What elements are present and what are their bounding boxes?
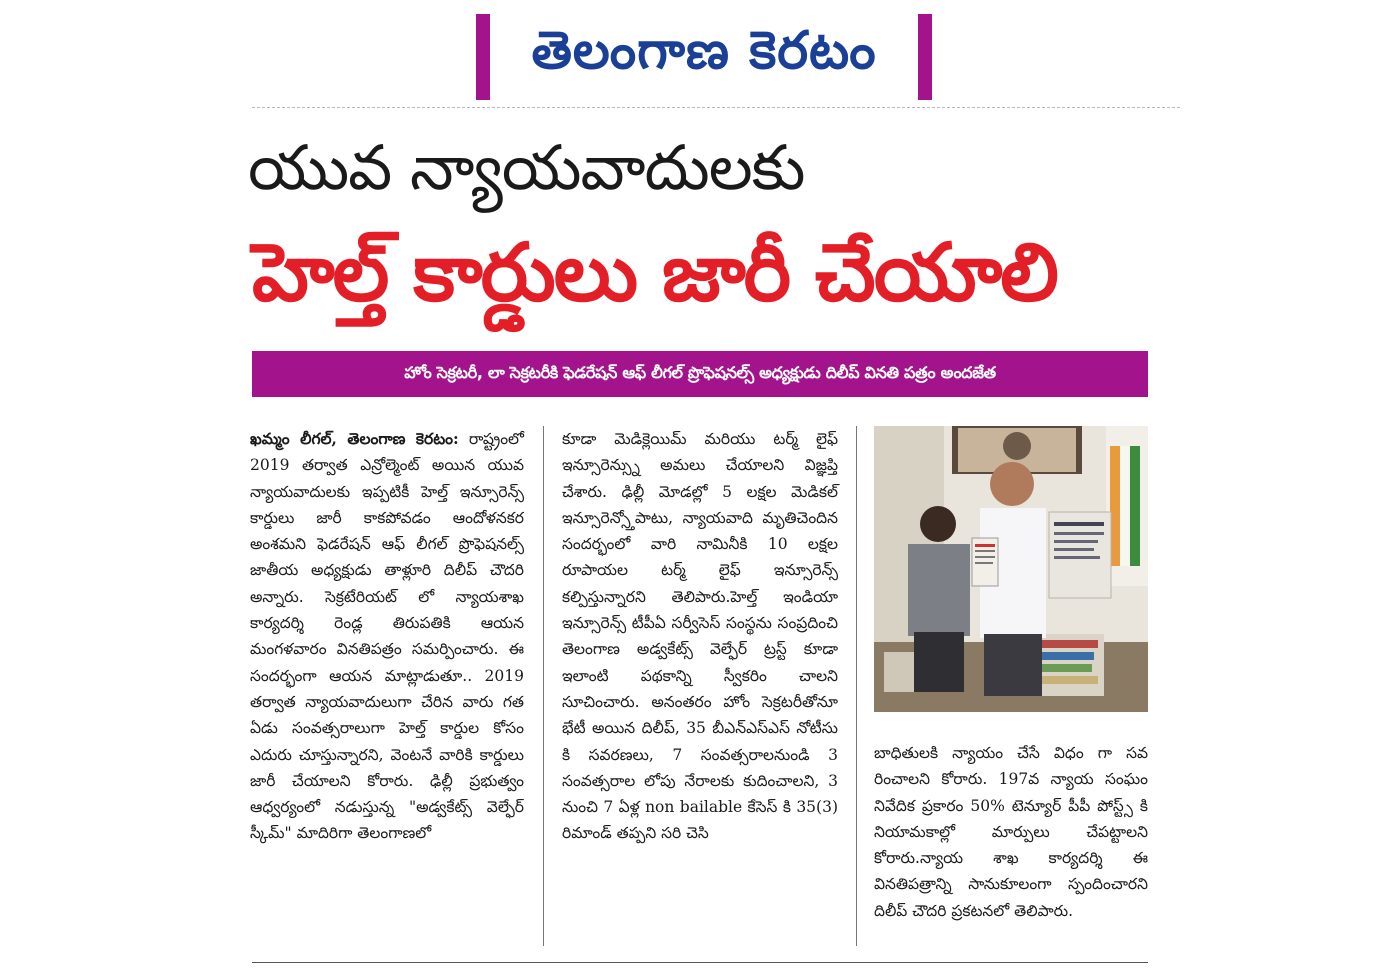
masthead-right-bar (918, 14, 932, 100)
masthead (476, 14, 932, 100)
column-1-text: రాష్ట్రంలో 2019 తర్వాత ఎన్రోల్మెంట్ అయిన యువ న్యాయవాదులకు ఇప్పటికీ హెల్త్ ఇన్సూరెన్స్ కార్డులు జారీ కాకపోవడం ఆందోళనకర అంశమని ఫెడరేషన్ ఆఫ్ లీగల్ ప్రొఫెషనల్స్ జాతీయ అధ్యక్షుడు తాళ్లూరి దిలీప్ చౌదరి అన్నారు. సెక్రటేరియట్ లో న్యాయశాఖ కార్యదర్శి రెండ్ల తిరుపతికి ఆయన మంగళవారం వినతిపత్రం సమర్పించారు. ఈ సందర్భంగా ఆయన మాట్లాడుతూ.. 2019 తర్వాత న్యాయవాదులుగా చేరిన వారు గత ఏడు సంవత్సరాలుగా హెల్త్ కార్డుల కోసం ఎదురు చూస్తున్నారని, వెంటనే వారికి కార్డులు జారీ చేయాలని కోరారు. ఢిల్లీ ప్రభుత్వం ఆధ్వర్యంలో నడుస్తున్న "అడ్వకేట్స్ వెల్ఫేర్ స్కీమ్" మాదిరిగా తెలంగాణలో (250, 430, 525, 843)
headline-line-1: యువ న్యాయవాదులకు (248, 131, 805, 204)
top-divider (252, 107, 1180, 108)
masthead-left-bar (476, 14, 490, 100)
column-divider (543, 426, 544, 946)
dateline: ఖమ్మం లీగల్, తెలంగాణ కెరటం: (250, 429, 459, 448)
bottom-divider (252, 962, 1148, 963)
column-3-text: బాధితులకి న్యాయం చేసే విధం గా సవ రించాలని కోరారు. 197వ న్యాయ సంఘం నివేదిక ప్రకారం 50% టెన్యూర్ పీపీ పోస్ట్స్ కి నియామకాల్లో మార్పులు చేపట్టాలని కోరారు.న్యాయ శాఖ కార్యదర్శి ఈ వినతిపత్రాన్ని సానుకూలంగా స్పందించారని దిలీప్ చౌదరి ప్రకటనలో తెలిపారు. (874, 744, 1148, 920)
newspaper-title: తెలంగాణ కెరటం (531, 20, 877, 81)
article-column-3 (874, 740, 1148, 924)
column-divider (856, 426, 857, 946)
column-2-text: కూడా మెడిక్లెయిమ్ మరియు టర్మ్ లైఫ్ ఇన్సూరెన్స్ను అమలు చేయాలని విజ్ఞప్తి చేశారు. ఢిల్లీ మోడల్లో 5 లక్షల మెడికల్ ఇన్సూరెన్స్తోపాటు, న్యాయవాది మృతిచెందిన సందర్భంలో వారి నామినీకి 10 లక్షల రూపాయల టర్మ్ లైఫ్ ఇన్సూరెన్స్ కల్పిస్తున్నారని తెలిపారు.హెల్త్ ఇండియా ఇన్సూరెన్స్ టీపీఏ సర్వీసెస్ సంస్థను సంప్రదించి తెలంగాణ అడ్వకేట్స్ వెల్ఫేర్ ట్రస్ట్ కూడా ఇలాంటి పథకాన్ని స్వీకరిం చాలని సూచించారు. అనంతరం హోం సెక్రటరీతోనూ భేటీ అయిన దిలీప్, 35 బీఎన్ఎస్ఎస్ నోటీసు కి సవరణలు, 7 సంవత్సరాలనుండి 3 సంవత్సరాల లోపు నేరాలకు కుదించాలని, 3 నుంచి 7 ఏళ్ల non bailable కేసెస్ కి 35(3) రిమాండ్ తప్పని సరి చెసి (562, 430, 838, 843)
headline-line-2: హెల్త్ కార్డులు జారీ చేయాలి (252, 226, 1057, 319)
article-column-2 (562, 426, 838, 847)
article-column-1 (250, 426, 524, 847)
subheadline-banner: హోం సెక్రటరీ, లా సెక్రటరీకి ఫెడరేషన్ ఆఫ్ లీగల్ ప్రొఫెషనల్స్ అధ్యక్షుడు దిలీప్ వినతి పత్రం అందజేత (252, 351, 1148, 397)
news-photo (874, 426, 1148, 712)
